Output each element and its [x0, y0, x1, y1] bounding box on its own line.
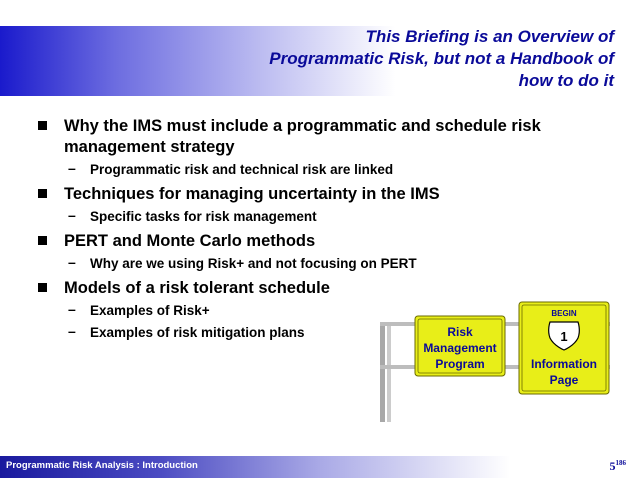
dash-icon: –: [68, 301, 76, 317]
bullet-text: PERT and Monte Carlo methods: [64, 232, 316, 250]
page-current: 5: [609, 459, 616, 473]
bullet-text: Why the IMS must include a programmatic and schedule risk: [64, 117, 541, 135]
bullet-item: [38, 231, 618, 252]
dash-icon: –: [68, 207, 76, 223]
dash-icon: –: [68, 254, 76, 270]
sign-pole-right: [387, 322, 391, 422]
bullet-text: Techniques for managing uncertainty in the IMS: [64, 185, 440, 203]
title-line-2: Programmatic Risk, but not a Handbook of: [269, 49, 614, 68]
dash-icon: –: [68, 160, 76, 176]
sub-bullet-text: Specific tasks for risk management: [90, 209, 317, 224]
shield-number: 1: [560, 329, 568, 344]
sign-left-line-1: Risk: [447, 325, 473, 339]
road-sign-illustration: [378, 300, 613, 422]
dash-icon: –: [68, 323, 76, 339]
sub-bullet: [38, 160, 618, 180]
sign-left-line-2: Management: [423, 341, 497, 355]
bullet-text-cont: management strategy: [64, 138, 235, 156]
sign-begin-label: BEGIN: [551, 309, 577, 318]
sign-right-line-2: Page: [549, 373, 579, 387]
square-bullet-icon: [38, 283, 47, 292]
title-line-1: This Briefing is an Overview of: [365, 27, 614, 46]
sub-bullet-text: Why are we using Risk+ and not focusing on PERT: [90, 256, 417, 271]
title-line-3: how to do it: [518, 71, 614, 90]
slide-title: [134, 26, 614, 92]
square-bullet-icon: [38, 189, 47, 198]
square-bullet-icon: [38, 121, 47, 130]
page-number: [610, 459, 627, 474]
footer-bar: [0, 456, 638, 478]
page-total: 186: [615, 459, 626, 467]
sub-bullet: [38, 207, 618, 227]
bullet-item: [38, 184, 618, 205]
sign-pole-left: [380, 322, 385, 422]
sign-right-line-1: Information: [531, 357, 597, 371]
sub-bullet: [38, 254, 618, 274]
square-bullet-icon: [38, 236, 47, 245]
bullet-text: Models of a risk tolerant schedule: [64, 279, 330, 297]
sub-bullet-text: Examples of Risk+: [90, 303, 210, 318]
footer-text: Programmatic Risk Analysis : Introduction: [6, 460, 198, 471]
sub-bullet-text: Programmatic risk and technical risk are linked: [90, 162, 394, 177]
bullet-item: [38, 116, 618, 158]
sign-left-line-3: Program: [435, 357, 485, 371]
bullet-item: [38, 278, 618, 299]
sub-bullet-text: Examples of risk mitigation plans: [90, 325, 305, 340]
